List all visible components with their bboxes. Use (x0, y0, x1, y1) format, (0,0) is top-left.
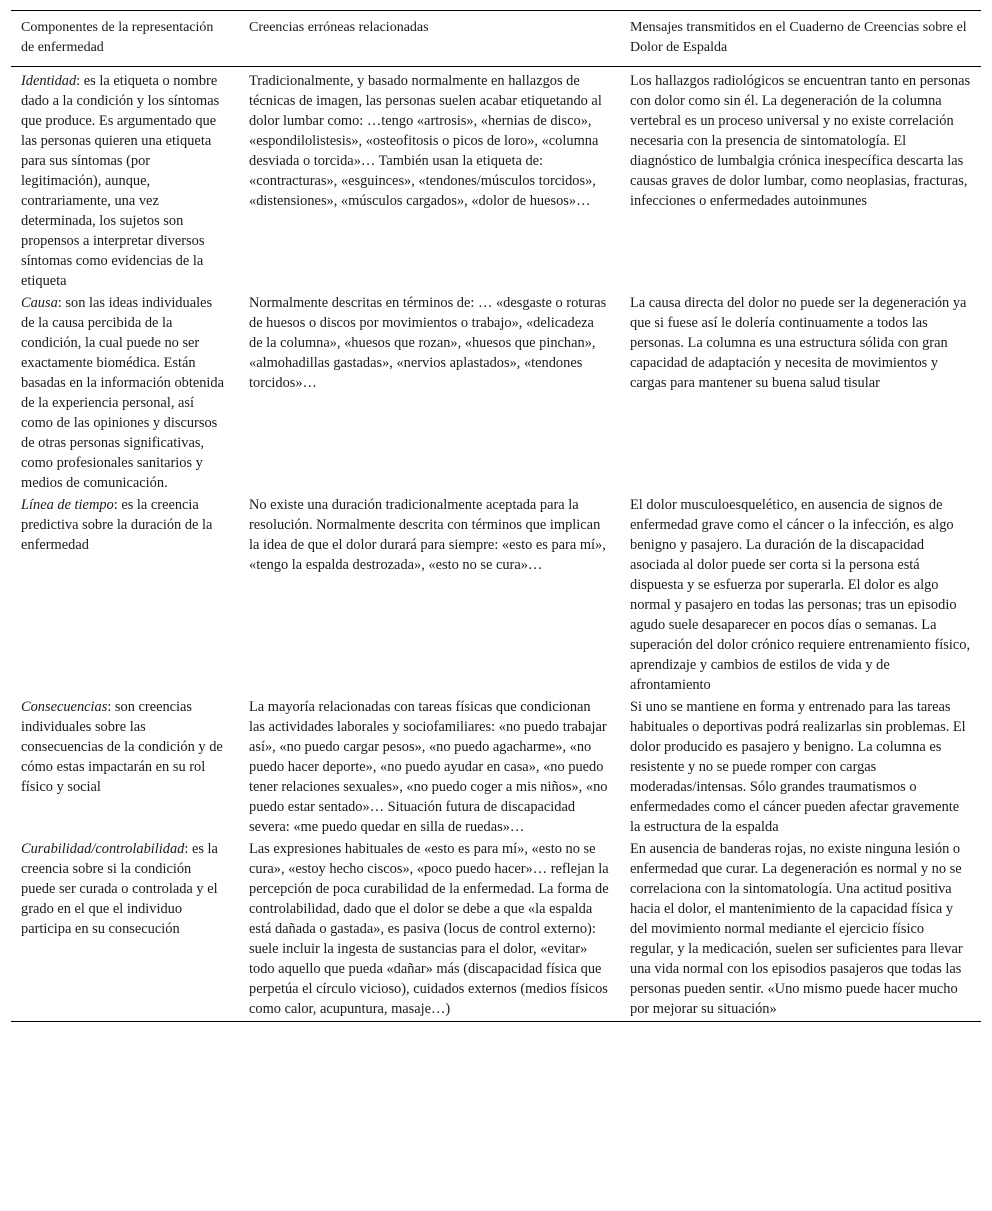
table-row (11, 293, 981, 495)
table-row (11, 839, 981, 1022)
component-term: Identidad (21, 73, 77, 89)
beliefs-cell: Normalmente descritas en términos de: … «desgaste o roturas de huesos o discos por movimientos o trabajo», «delicadeza de la columna», «huesos que rozan», «huesos que pinchan», «almohadillas gastadas», «nervios aplastados», «tendones torcidos»… (249, 295, 607, 391)
component-term: Consecuencias (21, 699, 108, 715)
beliefs-cell: La mayoría relacionadas con tareas físicas que condicionan las actividades laborales y sociofamiliares: «no puedo trabajar así», «no puedo cargar pesos», «no puedo agacharme», «no puedo hacer deporte», «no puedo ayudar en casa», «no puedo tener relaciones sexuales», «no puedo coger a mis niños», «no puedo estar sentado»… Situación futura de discapacidad severa: «me puedo quedar en silla de ruedas»… (249, 699, 608, 835)
header-messages: Mensajes transmitidos en el Cuaderno de Creencias sobre el Dolor de Espalda (630, 20, 967, 55)
table-row (11, 495, 981, 697)
table-row (11, 67, 981, 294)
messages-cell: La causa directa del dolor no puede ser la degeneración ya que si fuese así le dolería continuamente a todos las personas. La columna es una estructura sólida con gran capacidad de adaptación y necesita de movimientos y cargas para mantener su buena salud tisular (630, 295, 967, 391)
beliefs-cell: No existe una duración tradicionalmente aceptada para la resolución. Normalmente descrita con términos que implican la idea de que el dolor durará para siempre: «esto es para mí», «tengo la espalda destrozada», «esto no se cura»… (249, 497, 606, 573)
component-term: Causa (21, 295, 58, 311)
table-header-row (11, 11, 981, 67)
beliefs-cell: Las expresiones habituales de «esto es para mí», «esto no se cura», «estoy hecho ciscos», «poco puedo hacer»… reflejan la percepción de poca curabilidad de la enfermedad. La forma de controlabilidad, dado que el dolor se debe a que «la espalda está dañada o gastada», es pasiva (locus de control externo): suele incluir la ingesta de sustancias para el dolor, «evitar» todo aquello que pueda «dañar» más (discapacidad física que perpetúa el círculo vicioso), cuidados externos (medios físicos como calor, acupuntura, masaje…) (249, 841, 609, 1017)
component-definition: : son creencias individuales sobre las consecuencias de la condición y de cómo estas impactarán en su rol físico y social (21, 699, 223, 795)
header-beliefs: Creencias erróneas relacionadas (249, 20, 429, 35)
component-cell (11, 293, 239, 495)
messages-cell: Los hallazgos radiológicos se encuentran tanto en personas con dolor como sin él. La degeneración de la columna vertebral es un proceso universal y no existe correlación necesaria con la presencia de sintomatología. El diagnóstico de lumbalgia crónica inespecífica descarta las causas graves de dolor lumbar, como neoplasias, fracturas, infecciones o enfermedades autoinmunes (630, 73, 971, 209)
messages-cell: En ausencia de banderas rojas, no existe ninguna lesión o enfermedad que curar. La degeneración es normal y no se correlaciona con la sintomatología. Una actitud positiva hacia el dolor, el mantenimiento de la capacidad física y del movimiento normal mediante el ejercicio físico regular, y la medicación, suelen ser suficientes para llevar una vida normal con los episodios pasajeros que todas las personas pueden sentir. «Uno mismo puede hacer mucho por mejorar su situación» (630, 841, 963, 1017)
beliefs-table (11, 10, 981, 1022)
table-row (11, 697, 981, 839)
component-cell (11, 839, 239, 1022)
component-cell (11, 67, 239, 294)
component-definition: : es la etiqueta o nombre dado a la condición y los síntomas que produce. Es argumentado que las personas quieren una etiqueta para sus síntomas (por legitimación), aunque, contrariamente, una vez determinada, los sujetos son propensos a interpretar diversos síntomas como evidencias de la etiqueta (21, 73, 220, 289)
component-cell (11, 697, 239, 839)
component-definition: : es la creencia predictiva sobre la duración de la enfermedad (21, 497, 213, 553)
component-term: Curabilidad/controlabilidad (21, 841, 185, 857)
header-components: Componentes de la representación de enfermedad (21, 20, 214, 55)
beliefs-table-container (11, 10, 981, 1022)
beliefs-cell: Tradicionalmente, y basado normalmente en hallazgos de técnicas de imagen, las personas suelen acabar etiquetando al dolor lumbar como: …tengo «artrosis», «hernias de disco», «espondilolistesis», «osteofitosis o picos de loro», «columna desviada o torcida»… También usan la etiqueta de: «contracturas», «esguinces», «tendones/músculos torcidos», «distensiones», «músculos cargados», «dolor de huesos»… (249, 73, 602, 209)
component-definition: : son las ideas individuales de la causa percibida de la condición, la cual puede no ser exactamente biomédica. Están basadas en la información obtenida de la experiencia personal, así como de las opiniones y discursos de otras personas significativas, como profesionales sanitarios y medios de comunicación. (21, 295, 224, 491)
messages-cell: Si uno se mantiene en forma y entrenado para las tareas habituales o deportivas podrá realizarlas sin problemas. El dolor producido es pasajero y benigno. La columna es resistente y no se puede romper con cargas moderadas/intensas. Sólo grandes traumatismos o enfermedades como el cáncer pueden afectar gravemente la estructura de la espalda (630, 699, 966, 835)
component-term: Línea de tiempo (21, 497, 114, 513)
component-cell (11, 495, 239, 697)
component-definition: : es la creencia sobre si la condición puede ser curada o controlada y el grado en el que el individuo participa en su consecución (21, 841, 218, 937)
messages-cell: El dolor musculoesquelético, en ausencia de signos de enfermedad grave como el cáncer o la infección, es algo benigno y pasajero. La duración de la discapacidad asociada al dolor puede ser corta si la persona está dispuesta y se esfuerza por superarla. El dolor es algo normal y pasajero en todas las personas; tras un episodio agudo suele desaparecer en pocos días o semanas. La superación del dolor crónico requiere entrenamiento físico, aprendizaje y cambios de estilos de vida y de afrontamiento (630, 497, 971, 693)
